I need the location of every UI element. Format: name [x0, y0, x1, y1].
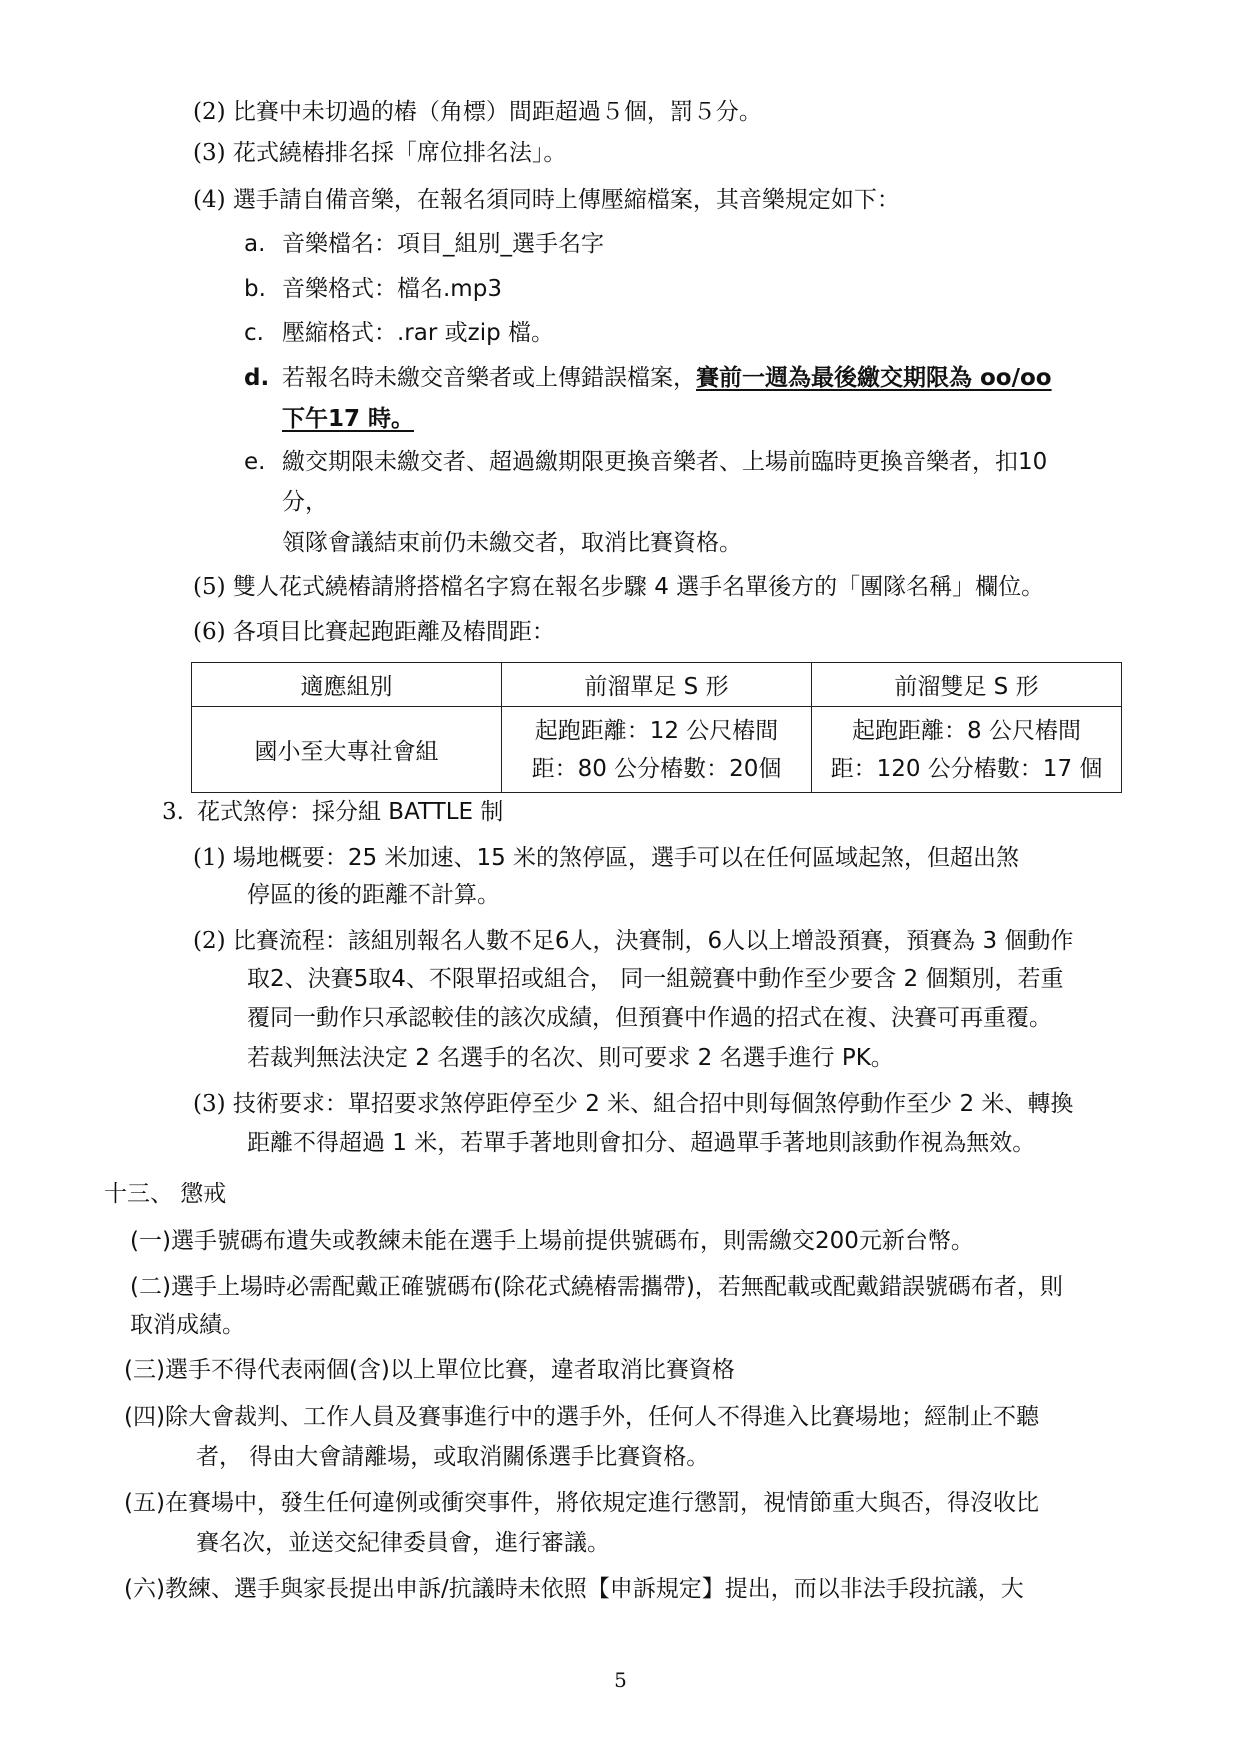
page-number: 5: [614, 1668, 627, 1692]
penalty-item-6: [124, 1574, 1024, 1604]
rule-item-2: [193, 97, 762, 127]
sub-text: 壓縮格式：.rar 或zip 檔。: [282, 320, 555, 346]
sub-mark: c.: [244, 320, 264, 346]
music-rule-e-cont2: [282, 528, 742, 558]
sec3-item-2-cont: [247, 1003, 1052, 1033]
sub-mark: e.: [244, 449, 266, 475]
cell-line: 起跑距離：8 公尺樁間: [852, 717, 1081, 744]
item-text: 距離不得超過 1 米，若單手著地則會扣分、超過單手著地則該動作視為無效。: [247, 1130, 1036, 1156]
table-header: 前溜單足 S 形: [502, 663, 812, 707]
item-text: 雙人花式繞樁請將搭檔名字寫在報名步驟 4 選手名單後方的「團隊名稱」欄位。: [232, 574, 1045, 600]
rule-item-4: [193, 185, 900, 215]
sub-text-cont: 領隊會議結束前仍未繳交者，取消比賽資格。: [282, 530, 742, 556]
section-heading: 十三、 懲戒: [104, 1181, 227, 1207]
item-mark: (5): [193, 574, 226, 600]
penalty-item-3: [124, 1355, 735, 1385]
music-rule-b: [244, 274, 502, 304]
item-text: 停區的後的距離不計算。: [247, 882, 500, 908]
music-rule-d: [244, 363, 1052, 393]
cell-line: 距：80 公分樁數：20個: [531, 755, 782, 782]
rule-item-6: [193, 617, 555, 647]
item-text: 取2、決賽5取4、不限單招或組合， 同一組競賽中動作至少要含 2 個類別，若重: [247, 966, 1064, 992]
music-rule-e-cont: [282, 487, 328, 517]
table-header: 前溜雙足 S 形: [812, 663, 1122, 707]
item-mark: (2): [193, 928, 226, 954]
table-cell-single: [502, 707, 812, 793]
penalty-text: (一)選手號碼布遺失或教練未能在選手上場前提供號碼布，則需繳交200元新台幣。: [130, 1228, 974, 1254]
section-13-heading: [104, 1179, 226, 1209]
deadline-text: 賽前一週為最後繳交期限為 oo/oo: [696, 365, 1052, 391]
item-text: 場地概要：25 米加速、15 米的煞停區，選手可以在任何區域起煞，但超出煞: [232, 845, 1020, 871]
sub-text: 音樂檔名：項目_組別_選手名字: [282, 231, 604, 257]
table-cell-double: [812, 707, 1122, 793]
penalty-item-5-cont: [196, 1528, 610, 1558]
item-text: 選手請自備音樂，在報名須同時上傳壓縮檔案，其音樂規定如下：: [232, 187, 900, 213]
penalty-item-2: [130, 1272, 1063, 1302]
sub-text: 若報名時未繳交音樂者或上傳錯誤檔案，: [282, 365, 696, 391]
sec3-item-3-cont: [247, 1128, 1035, 1158]
item-mark: (4): [193, 187, 226, 213]
table-header-row: [192, 663, 1122, 707]
sec3-item-3: [193, 1089, 1073, 1119]
penalty-item-1: [130, 1226, 974, 1256]
item-text: 技術要求：單招要求煞停距停至少 2 米、組合招中則每個煞停動作至少 2 米、轉換: [232, 1091, 1074, 1117]
section-mark: 3.: [162, 799, 184, 825]
music-rule-a: [244, 229, 604, 259]
music-rule-c: [244, 318, 554, 348]
sub-text: 音樂格式：檔名.mp3: [282, 276, 502, 302]
penalty-text: (六)教練、選手與家長提出申訴/抗議時未依照【申訴規定】提出，而以非法手段抗議，大: [124, 1576, 1024, 1602]
section-title: 花式煞停：採分組 BATTLE 制: [197, 799, 504, 825]
penalty-item-4: [124, 1402, 1039, 1432]
table-header: 適應組別: [192, 663, 502, 707]
penalty-text: 者， 得由大會請離場，或取消關係選手比賽資格。: [196, 1444, 710, 1470]
item-text: 覆同一動作只承認較佳的該次成績，但預賽中作過的招式在複、決賽可再重覆。: [247, 1005, 1052, 1031]
cell-line: 起跑距離：12 公尺樁間: [534, 717, 779, 744]
sub-mark: a.: [244, 231, 266, 257]
item-text: 各項目比賽起跑距離及樁間距：: [232, 619, 555, 645]
distance-table: [191, 662, 1122, 793]
sec3-item-2-cont: [247, 1043, 894, 1073]
rule-item-5: [193, 572, 1044, 602]
sec3-item-2: [193, 926, 1073, 956]
item-mark: (3): [193, 140, 226, 166]
sub-mark: d.: [244, 365, 270, 391]
penalty-text: (三)選手不得代表兩個(含)以上單位比賽，違者取消比賽資格: [124, 1357, 735, 1383]
penalty-text: 賽名次，並送交紀律委員會，進行審議。: [196, 1530, 610, 1556]
penalty-text: (五)在賽場中，發生任何違例或衝突事件，將依規定進行懲罰，視情節重大與否，得沒收比: [124, 1490, 1039, 1516]
sub-mark: b.: [244, 276, 266, 302]
penalty-item-4-cont: [196, 1442, 709, 1472]
item-mark: (2): [193, 99, 226, 125]
penalty-item-5: [124, 1488, 1039, 1518]
cell-line: 距：120 公分樁數：17 個: [830, 755, 1103, 782]
penalty-text: (四)除大會裁判、工作人員及賽事進行中的選手外，任何人不得進入比賽場地；經制止不聽: [124, 1404, 1039, 1430]
sub-text: 繳交期限未繳交者、超過繳期限更換音樂者、上場前臨時更換音樂者，扣10: [282, 449, 1048, 475]
item-text: 花式繞樁排名採「席位排名法」。: [232, 140, 567, 166]
section-3-title: [162, 797, 503, 827]
item-mark: (1): [193, 845, 226, 871]
penalty-item-2-cont: [130, 1310, 245, 1340]
sec3-item-1-cont: [247, 880, 500, 910]
item-mark: (3): [193, 1091, 226, 1117]
deadline-time: 下午17 時。: [282, 406, 415, 432]
table-cell-group: 國小至大專社會組: [192, 707, 502, 793]
penalty-text: 取消成績。: [130, 1312, 245, 1338]
rule-item-3: [193, 138, 566, 168]
music-rule-d-cont: [282, 404, 414, 434]
sub-text-cont: 分，: [282, 489, 328, 515]
penalty-text: (二)選手上場時必需配戴正確號碼布(除花式繞樁需攜帶)，若無配載或配戴錯誤號碼布者，則: [130, 1274, 1063, 1300]
sec3-item-1: [193, 843, 1019, 873]
table-row: [192, 707, 1122, 793]
sec3-item-2-cont: [247, 964, 1063, 994]
item-text: 若裁判無法決定 2 名選手的名次、則可要求 2 名選手進行 PK。: [247, 1045, 894, 1071]
item-text: 比賽中未切過的樁（角標）間距超過５個，罰５分。: [232, 99, 762, 125]
music-rule-e: [244, 447, 1047, 477]
item-text: 比賽流程：該組別報名人數不足6人，決賽制，6人以上增設預賽，預賽為 3 個動作: [232, 928, 1074, 954]
item-mark: (6): [193, 619, 226, 645]
